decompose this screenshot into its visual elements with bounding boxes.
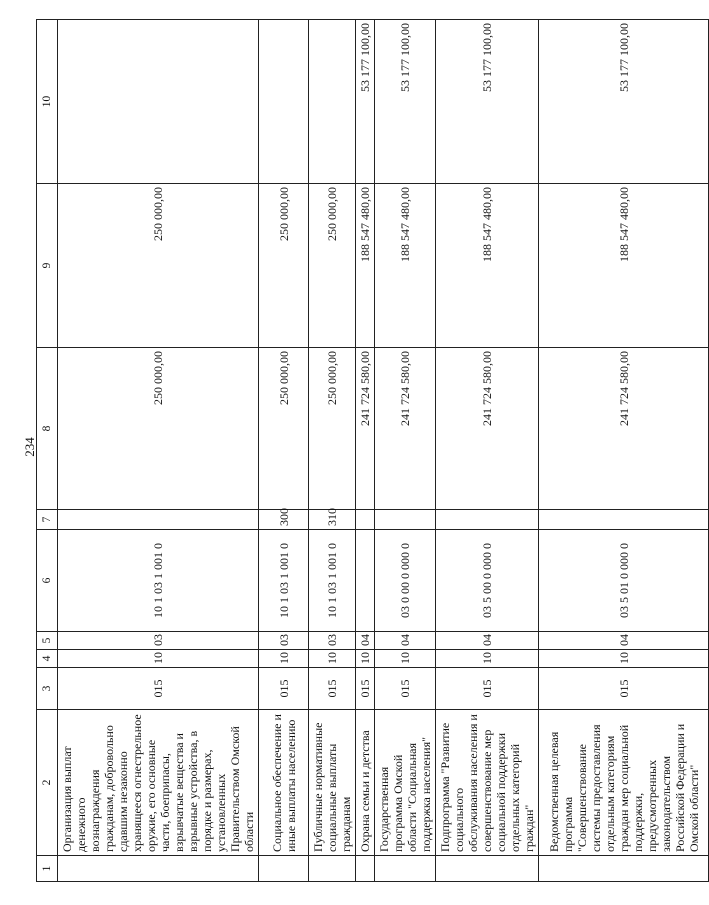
cell-amount-8: 250 000,00: [58, 348, 259, 510]
cell-admin-code: 015: [356, 668, 375, 710]
cell-amount-9: 250 000,00: [309, 184, 356, 348]
cell-admin-code: 015: [259, 668, 309, 710]
rotated-table-container: [36, 20, 701, 882]
header-cell-3: 3: [37, 668, 58, 710]
cell-amount-9: 250 000,00: [58, 184, 259, 348]
cell-subsection: 03: [309, 632, 356, 650]
cell-blank: [58, 856, 259, 882]
header-cell-7: 7: [37, 510, 58, 530]
cell-blank: [309, 856, 356, 882]
cell-expense-type: [375, 510, 436, 530]
cell-blank: [356, 856, 375, 882]
cell-target-article: [356, 530, 375, 632]
cell-expense-type: 310: [309, 510, 356, 530]
cell-amount-10: 53 177 100,00: [375, 20, 436, 184]
cell-blank: [539, 856, 709, 882]
cell-target-article: 10 1 03 1 001 0: [58, 530, 259, 632]
header-cell-10: 10: [37, 20, 58, 184]
cell-subsection: 04: [356, 632, 375, 650]
cell-amount-8: 241 724 580,00: [436, 348, 539, 510]
cell-blank: [375, 856, 436, 882]
header-cell-9: 9: [37, 184, 58, 348]
cell-name: Организация выплат денежного вознаграждения гражданам, добровольно сдавшим незаконно хранящееся огнестрельное оружие, его основные части, боеприпасы, взрывчатые вещества и взрывные устройства, в порядке и размерах, установленных Правительством Омской области: [58, 710, 259, 856]
cell-section: 10: [259, 650, 309, 668]
cell-section: 10: [539, 650, 709, 668]
cell-section: 10: [58, 650, 259, 668]
table-row: [436, 20, 539, 882]
cell-blank: [259, 856, 309, 882]
cell-name: Ведомственная целевая программа "Совершенствование системы предоставления отдельным категориям граждан мер социальной поддержки, предусмотренных законодательством Российской Федерации и Омской области": [539, 710, 709, 856]
cell-subsection: 04: [436, 632, 539, 650]
cell-name: Подпрограмма "Развитие социального обслуживания населения и совершенствование мер социальной поддержки отдельных категорий граждан": [436, 710, 539, 856]
cell-section: 10: [375, 650, 436, 668]
cell-subsection: 04: [375, 632, 436, 650]
cell-amount-8: 241 724 580,00: [539, 348, 709, 510]
cell-amount-10: [309, 20, 356, 184]
header-cell-5: 5: [37, 632, 58, 650]
cell-amount-9: 188 547 480,00: [356, 184, 375, 348]
cell-admin-code: 015: [375, 668, 436, 710]
cell-target-article: 10 1 03 1 001 0: [259, 530, 309, 632]
cell-target-article: 03 0 00 0 000 0: [375, 530, 436, 632]
cell-expense-type: [356, 510, 375, 530]
table-row: [356, 20, 375, 882]
cell-name: Социальное обеспечение и иные выплаты населению: [259, 710, 309, 856]
cell-target-article: 03 5 01 0 000 0: [539, 530, 709, 632]
page-number-text: 234: [22, 437, 37, 457]
cell-amount-8: 250 000,00: [259, 348, 309, 510]
header-row: [37, 20, 58, 882]
cell-amount-10: 53 177 100,00: [356, 20, 375, 184]
table-row: [259, 20, 309, 882]
cell-section: 10: [309, 650, 356, 668]
cell-blank: [436, 856, 539, 882]
header-cell-6: 6: [37, 530, 58, 632]
table-row: [309, 20, 356, 882]
cell-amount-9: 188 547 480,00: [375, 184, 436, 348]
cell-section: 10: [436, 650, 539, 668]
cell-name: Охрана семьи и детства: [356, 710, 375, 856]
cell-admin-code: 015: [309, 668, 356, 710]
cell-expense-type: [58, 510, 259, 530]
cell-expense-type: [436, 510, 539, 530]
cell-amount-8: 241 724 580,00: [375, 348, 436, 510]
cell-admin-code: 015: [539, 668, 709, 710]
cell-amount-8: 250 000,00: [309, 348, 356, 510]
cell-amount-8: 241 724 580,00: [356, 348, 375, 510]
budget-table: [36, 19, 709, 882]
header-cell-4: 4: [37, 650, 58, 668]
table-row: [58, 20, 259, 882]
cell-amount-10: 53 177 100,00: [436, 20, 539, 184]
header-cell-2: 2: [37, 710, 58, 856]
cell-name: Публичные нормативные социальные выплаты гражданам: [309, 710, 356, 856]
cell-admin-code: 015: [58, 668, 259, 710]
cell-expense-type: 300: [259, 510, 309, 530]
cell-amount-9: 250 000,00: [259, 184, 309, 348]
header-cell-8: 8: [37, 348, 58, 510]
table-row: [539, 20, 709, 882]
cell-amount-9: 188 547 480,00: [539, 184, 709, 348]
cell-subsection: 03: [259, 632, 309, 650]
cell-amount-10: [58, 20, 259, 184]
cell-subsection: 04: [539, 632, 709, 650]
cell-target-article: 03 5 00 0 000 0: [436, 530, 539, 632]
cell-expense-type: [539, 510, 709, 530]
cell-amount-9: 188 547 480,00: [436, 184, 539, 348]
cell-subsection: 03: [58, 632, 259, 650]
cell-amount-10: 53 177 100,00: [539, 20, 709, 184]
cell-admin-code: 015: [436, 668, 539, 710]
cell-name: Государственная программа Омской области "Социальная поддержка населения": [375, 710, 436, 856]
table-row: [375, 20, 436, 882]
header-cell-1: 1: [37, 856, 58, 882]
cell-target-article: 10 1 03 1 001 0: [309, 530, 356, 632]
cell-amount-10: [259, 20, 309, 184]
cell-section: 10: [356, 650, 375, 668]
